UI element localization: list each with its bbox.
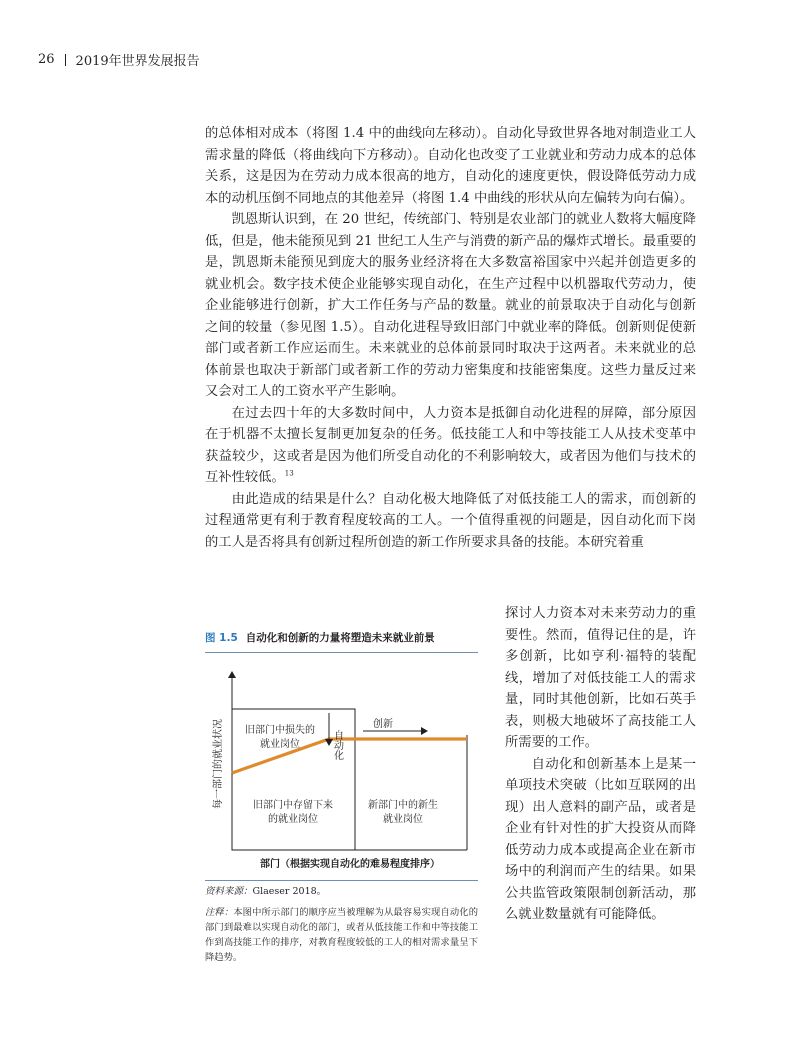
- source-text: Glaeser 2018。: [252, 886, 327, 897]
- lost-jobs-label-line1: 旧部门中损失的: [245, 725, 315, 736]
- running-header: [38, 50, 200, 69]
- x-axis-label: 部门（根据实现自动化的难易程度排序）: [260, 859, 440, 870]
- figure-number: 图 1.5: [205, 632, 238, 644]
- right-column-text: [505, 603, 696, 926]
- right-paragraph-1: 探讨人力资本对未来劳动力的重要性。然而，值得记住的是，许多创新，比如亨利·福特的装配线，增加了对低技能工人的需求量，同时其他创新，比如石英手表，则极大地破坏了高技能工人所需要的工作。: [505, 606, 696, 750]
- paragraph-3: 在过去四十年的大多数时间中，人力资本是抵御自动化进程的屏障，部分原因在于机器不太擅长复制更加复杂的任务。低技能工人和中等技能工人从技术变革中获益较少，这或者是因为他们所受自动化的不利影响较大，或者因为他们与技术的互补性较低。$^{13}$: [205, 405, 696, 485]
- main-body-text: [205, 123, 696, 553]
- paragraph-2: 凯恩斯认识到，在 20 世纪，传统部门、特别是农业部门的就业人数将大幅度降低，但是，他未能预见到 21 世纪工人生产与消费的新产品的爆炸式增长。最重要的是，凯恩斯未能预见到庞大的服务业经济将在大多数富裕国家中兴起并创造更多的就业机会。数字技术使企业能够实现自动化，在生产过程中以机器取代劳动力，使企业能够进行创新，扩大工作任务与产品的数量。就业的前景取决于自动化与创新之间的较量（参见图 1.5）。自动化进程导致旧部门中就业率的降低。创新则促使新部门或者新工作应运而生。未来就业的总体前景同时取决于这两者。未来就业的总体前景也取决于新部门或者新工作的劳动力密集度和技能密集度。这些力量反过来又会对工人的工资水平产生影响。: [205, 212, 696, 399]
- figure-note: [205, 905, 478, 965]
- footnote-ref[interactable]: 13: [284, 469, 294, 478]
- y-axis-label: 每一部门的就业状况: [213, 719, 224, 809]
- automation-label: 自动化: [331, 730, 343, 760]
- new-jobs-label-line1: 新部门中的新生: [368, 800, 438, 811]
- remaining-jobs-label-line2: 的就业岗位: [268, 814, 318, 825]
- figure-1-5-diagram: [205, 660, 478, 882]
- source-label: 资料来源：: [205, 886, 253, 897]
- figure-title: 自动化和创新的力量将塑造未来就业前景: [245, 632, 435, 644]
- figure-source: [205, 884, 478, 899]
- page-number: 26: [38, 52, 55, 67]
- remaining-jobs-label-line1: 旧部门中存留下来: [253, 800, 333, 811]
- figure-caption: [205, 630, 435, 645]
- note-label: 注释：: [205, 907, 234, 918]
- new-jobs-label-line2: 就业岗位: [383, 814, 423, 825]
- figure-top-rule: [205, 652, 478, 653]
- lost-jobs-label-line2: 就业岗位: [260, 739, 300, 750]
- book-title: 2019年世界发展报告: [75, 54, 200, 69]
- paragraph-1: 的总体相对成本（将图 1.4 中的曲线向左移动）。自动化导致世界各地对制造业工人需求量的降低（将曲线向下方移动）。自动化也改变了工业就业和劳动力成本的总体关系，这是因为在劳动力成本很高的地方，自动化的速度更快，假设降低劳动力成本的动机压倒不同地点的其他差异（将图 1.4 中曲线的形状从向左偏转为向右偏）。: [205, 126, 696, 206]
- right-paragraph-2: 自动化和创新基本上是某一单项技术突破（比如互联网的出现）出人意料的副产品，或者是企业有针对性的扩大投资从而降低劳动力成本或提高企业在新市场中的利润而产生的结果。如果公共监管政策限制创新活动，那么就业数量就有可能降低。: [505, 756, 696, 922]
- header-separator: [65, 54, 66, 66]
- paragraph-4: 由此造成的结果是什么？自动化极大地降低了对低技能工人的需求，而创新的过程通常更有利于教育程度较高的工人。一个值得重视的问题是，因自动化而下岗的工人是否将具有创新过程所创造的新工作所要求具备的技能。本研究着重: [205, 491, 696, 550]
- note-text: 本图中所示部门的顺序应当被理解为从最容易实现自动化的部门到最难以实现自动化的部门，或者从低技能工作和中等技能工作到高技能工作的排序，对教育程度较低的工人的相对需求量呈下降趋势。: [205, 907, 478, 963]
- innovation-label: 创新: [373, 719, 393, 730]
- figure-bottom-rule: [205, 880, 478, 881]
